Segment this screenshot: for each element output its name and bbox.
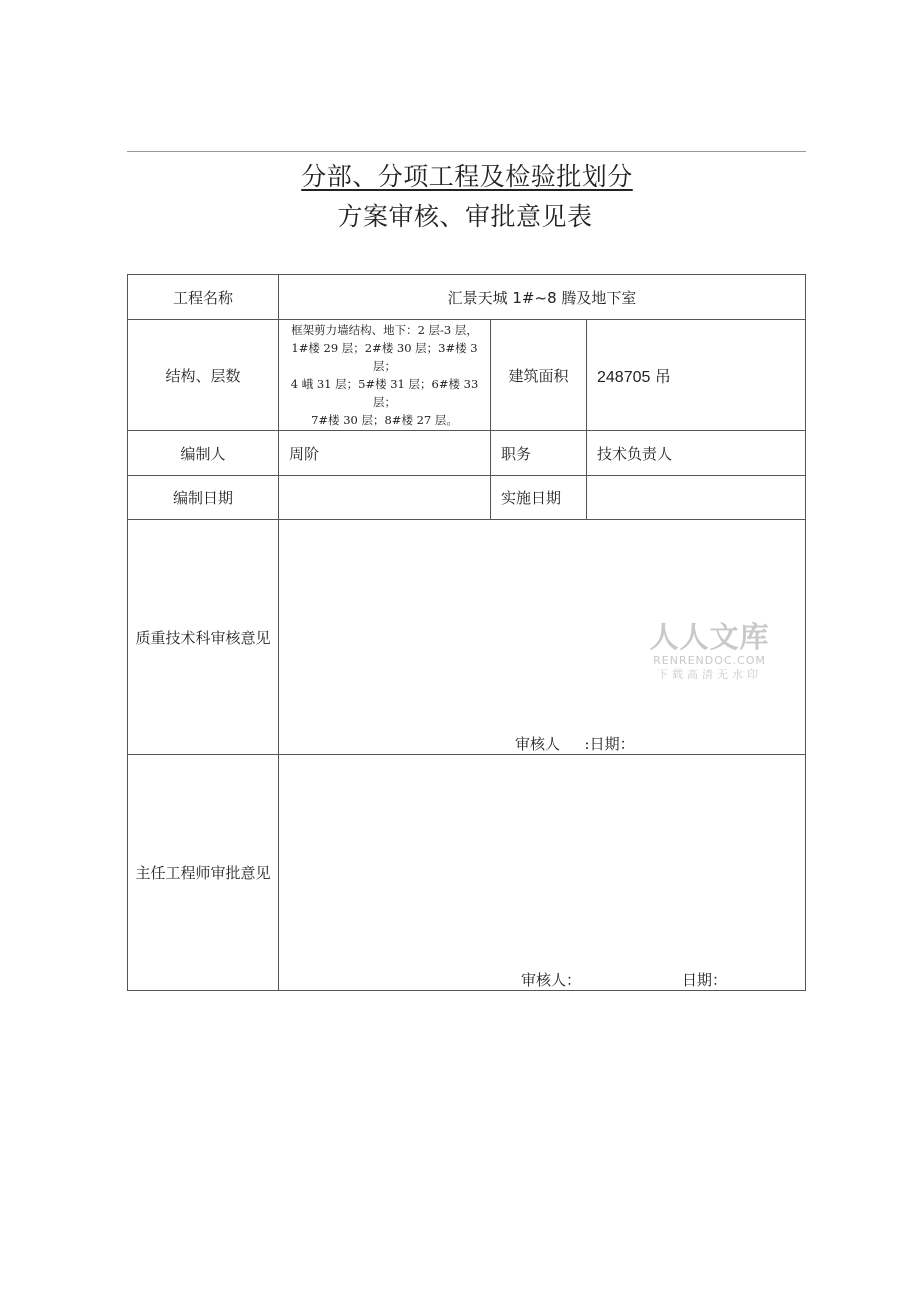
watermark-domain: RENRENDOC.COM — [653, 654, 766, 667]
watermark-slogan: 下载高清无水印 — [657, 668, 762, 681]
watermark-logo-text: 人人文库 — [649, 620, 770, 654]
engineer-date-label: 日期： — [682, 971, 728, 989]
project-name-label: 工程名称 — [128, 275, 279, 320]
position-value: 技术负责人 — [587, 431, 806, 476]
row-structure — [128, 320, 806, 431]
structure-line: 1#楼 29 层；2#楼 30 层；3#楼 3 层； — [291, 341, 478, 373]
position-label: 职务 — [491, 431, 587, 476]
structure-line: 7#楼 30 层；8#楼 27 层。 — [311, 413, 458, 427]
area-label: 建筑面积 — [491, 320, 587, 431]
area-value: 248705 吊 — [587, 320, 806, 431]
project-name-value: 汇景天城 1#~8 腾及地下室 — [279, 275, 806, 320]
row-dates — [128, 476, 806, 520]
engineer-approval-label: 主任工程师审批意见 — [128, 755, 279, 991]
row-author — [128, 431, 806, 476]
implement-date-label: 实施日期 — [491, 476, 587, 520]
renrendoc-watermark — [647, 620, 772, 682]
quality-review-label: 质重技术科审核意见 — [128, 520, 279, 755]
structure-label: 结构、层数 — [128, 320, 279, 431]
header-rule — [127, 151, 806, 152]
compile-date-value — [279, 476, 491, 520]
author-label: 编制人 — [128, 431, 279, 476]
engineer-approval-cell — [279, 755, 806, 991]
implement-date-value — [587, 476, 806, 520]
author-value: 周阶 — [279, 431, 491, 476]
title-line-2: 方案审核、审批意见表 — [337, 202, 593, 231]
structure-line: 框架剪力墙结构、地下：2 层-3 层， — [291, 323, 478, 337]
quality-review-signature: 审核人 :日期： — [515, 735, 635, 753]
structure-value — [279, 320, 491, 431]
row-engineer-approval — [128, 755, 806, 991]
title-line-1: 分部、分项工程及检验批划分 — [301, 162, 633, 191]
compile-date-label: 编制日期 — [128, 476, 279, 520]
engineer-reviewer-label: 审核人： — [521, 971, 582, 989]
row-project-name — [128, 275, 806, 320]
structure-line: 4 峨 31 层；5#楼 31 层；6#楼 33 层； — [290, 377, 479, 409]
